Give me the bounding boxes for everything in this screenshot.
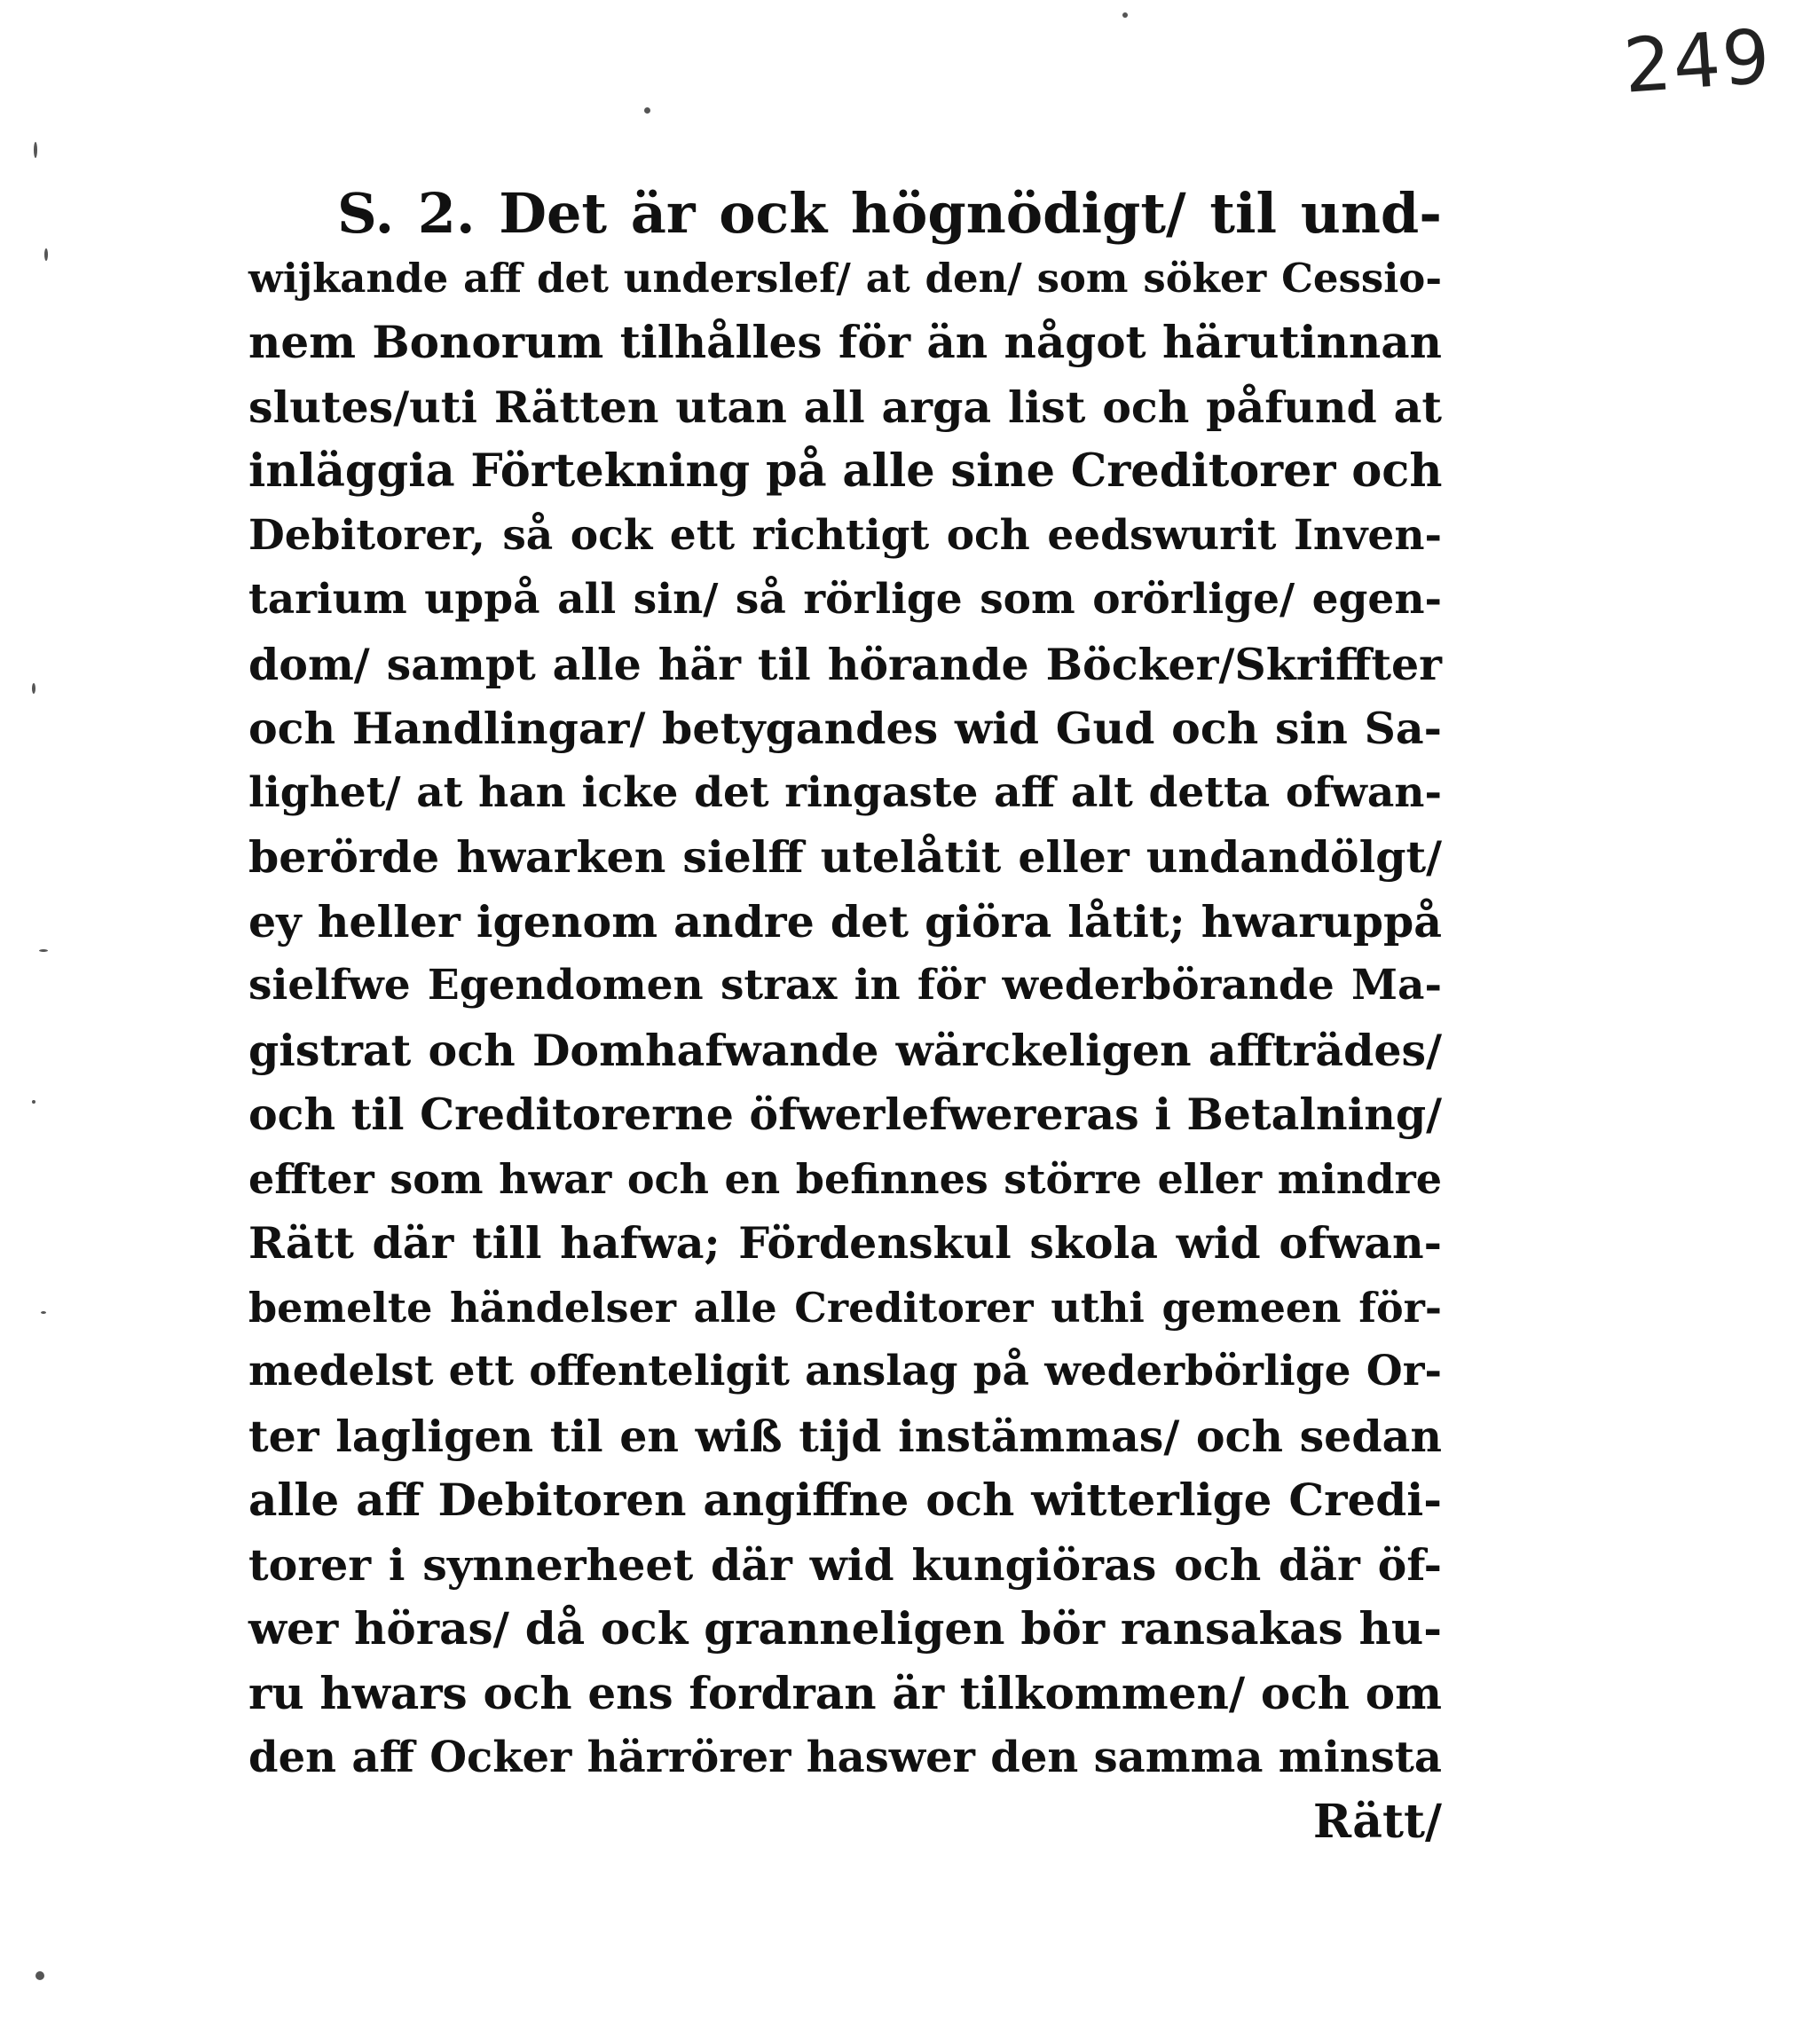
section-text	[248, 182, 1442, 1854]
text-line: den aff Ocker härrörer haswer den samma minsta	[248, 1733, 1442, 1782]
text-line: ru hwars och ens fordran är tilkommen/ och om	[248, 1666, 1442, 1719]
text-line: tarium uppå all sin/ så rörlige som orörlige/ egen-	[248, 575, 1442, 624]
page-number: 249	[1620, 12, 1775, 110]
text-line: sielfwe Egendomen strax in för wederbörande Ma-	[248, 961, 1442, 1010]
text-line: ter lagligen til en wiß tijd instämmas/ och sedan	[248, 1410, 1442, 1462]
text-line: wer höras/ då ock granneligen bör ransakas hu-	[248, 1602, 1442, 1655]
text-line: S. 2. Det är ock högnödigt/ til und-	[337, 181, 1442, 246]
text-line: dom/ sampt alle här til hörande Böcker/Skriffter	[248, 638, 1442, 690]
text-line: wijkande aff det underslef/ at den/ som söker Cessio-	[248, 254, 1442, 302]
text-line: ey heller igenom andre det giöra låtit; hwaruppå	[248, 895, 1442, 947]
text-line: medelst ett offenteligit anslag på wederbörlige Or-	[248, 1347, 1442, 1395]
margin-mark	[1122, 12, 1128, 18]
text-line: alle aff Debitoren angiffne och witterlige Credi-	[248, 1474, 1442, 1526]
text-line: effter som hwar och en befinnes större eller mindre	[248, 1154, 1442, 1203]
text-line: bemelte händelser alle Creditorer uthi gemeen för-	[248, 1283, 1442, 1332]
text-line: berörde hwarken sielff utelåtit eller undandölgt/	[248, 831, 1442, 883]
margin-mark	[44, 248, 48, 261]
margin-mark	[34, 142, 37, 158]
text-line: slutes/uti Rätten utan all arga list och påfund at	[248, 381, 1442, 433]
text-line: Debitorer, så ock ett richtigt och eedswurit Inven-	[248, 510, 1442, 560]
margin-mark	[41, 1311, 46, 1314]
text-line: gistrat och Domhafwande wärckeligen affträdes/	[248, 1024, 1442, 1076]
catchword: Rätt/	[1312, 1794, 1442, 1849]
text-line: och Handlingar/ betygandes wid Gud och sin Sa-	[248, 703, 1442, 754]
text-line: torer i synnerheet där wid kungiöras och där öf-	[248, 1538, 1442, 1591]
margin-mark	[32, 683, 35, 694]
margin-mark	[35, 1971, 44, 1980]
text-line: Rätt där till hafwa; Fördenskul skola wid ofwan-	[248, 1217, 1442, 1269]
margin-mark	[644, 107, 650, 114]
margin-mark	[32, 1100, 35, 1104]
text-line: nem Bonorum tilhålles för än något härutinnan	[248, 316, 1442, 368]
margin-mark	[39, 949, 48, 952]
text-line: lighet/ at han icke det ringaste aff alt detta ofwan-	[248, 767, 1442, 817]
text-line: inläggia Förtekning på alle sine Creditorer och	[248, 444, 1443, 498]
text-line: och til Creditorerne öfwerlefwereras i Betalning/	[248, 1089, 1442, 1140]
